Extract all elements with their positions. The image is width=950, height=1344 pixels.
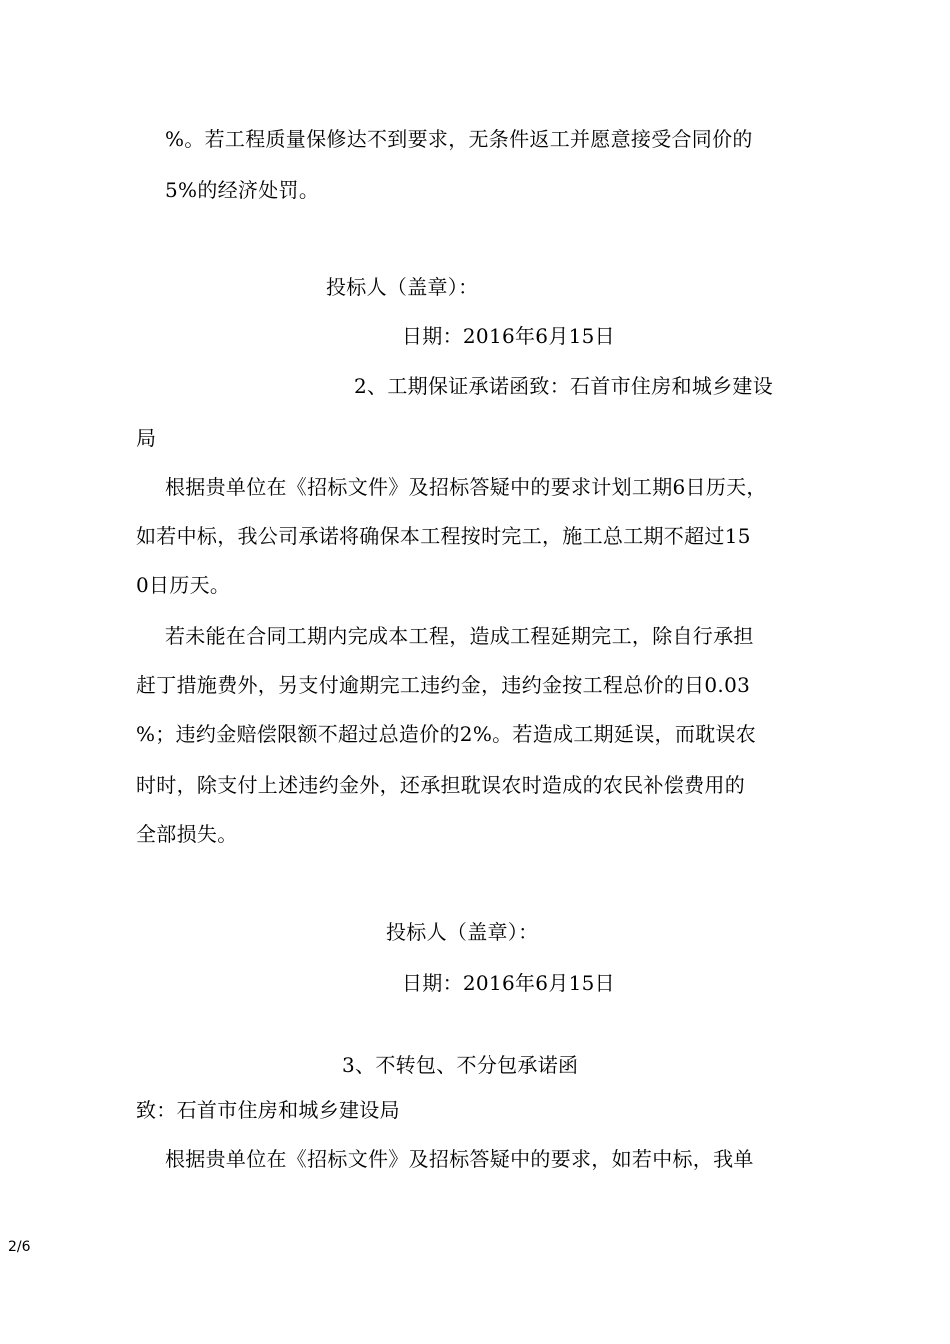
text-line: 若未能在合同工期内完成本工程，造成工程延期完工，除自行承担 [165,624,754,648]
text-line: 赶丁措施费外，另支付逾期完工违约金，违约金按工程总价的日0.03 [136,673,751,697]
text-line: 时时，除支付上述违约金外，还承担耽误农时造成的农民补偿费用的 [136,773,745,797]
signature-label: 投标人（盖章）： [326,275,479,299]
text-line: %。若工程质量保修达不到要求，无条件返工并愿意接受合同价的 [165,127,753,151]
text-line: 局 [136,426,157,450]
date-line: 日期：2016年6月15日 [402,324,615,348]
text-line: 根据贵单位在《招标文件》及招标答疑中的要求计划工期6日历天， [165,475,767,499]
section-heading: 3、不转包、不分包承诺函 [342,1053,579,1077]
text-line: 0日历天。 [136,573,231,597]
signature-label: 投标人（盖章）： [386,920,539,944]
text-line: 5%的经济处罚。 [165,178,320,202]
page-number: 2/6 [8,1239,31,1255]
date-line: 日期：2016年6月15日 [402,971,615,995]
text-line: 根据贵单位在《招标文件》及招标答疑中的要求，如若中标，我单 [165,1147,754,1171]
text-line: %；违约金赔偿限额不超过总造价的2%。若造成工期延误，而耽误农 [136,722,757,746]
section-heading: 2、工期保证承诺函致：石首市住房和城乡建设 [354,374,774,398]
text-line: 如若中标，我公司承诺将确保本工程按时完工，施工总工期不超过15 [136,524,751,548]
text-line: 致：石首市住房和城乡建设局 [136,1098,400,1122]
text-line: 全部损失。 [136,822,238,846]
